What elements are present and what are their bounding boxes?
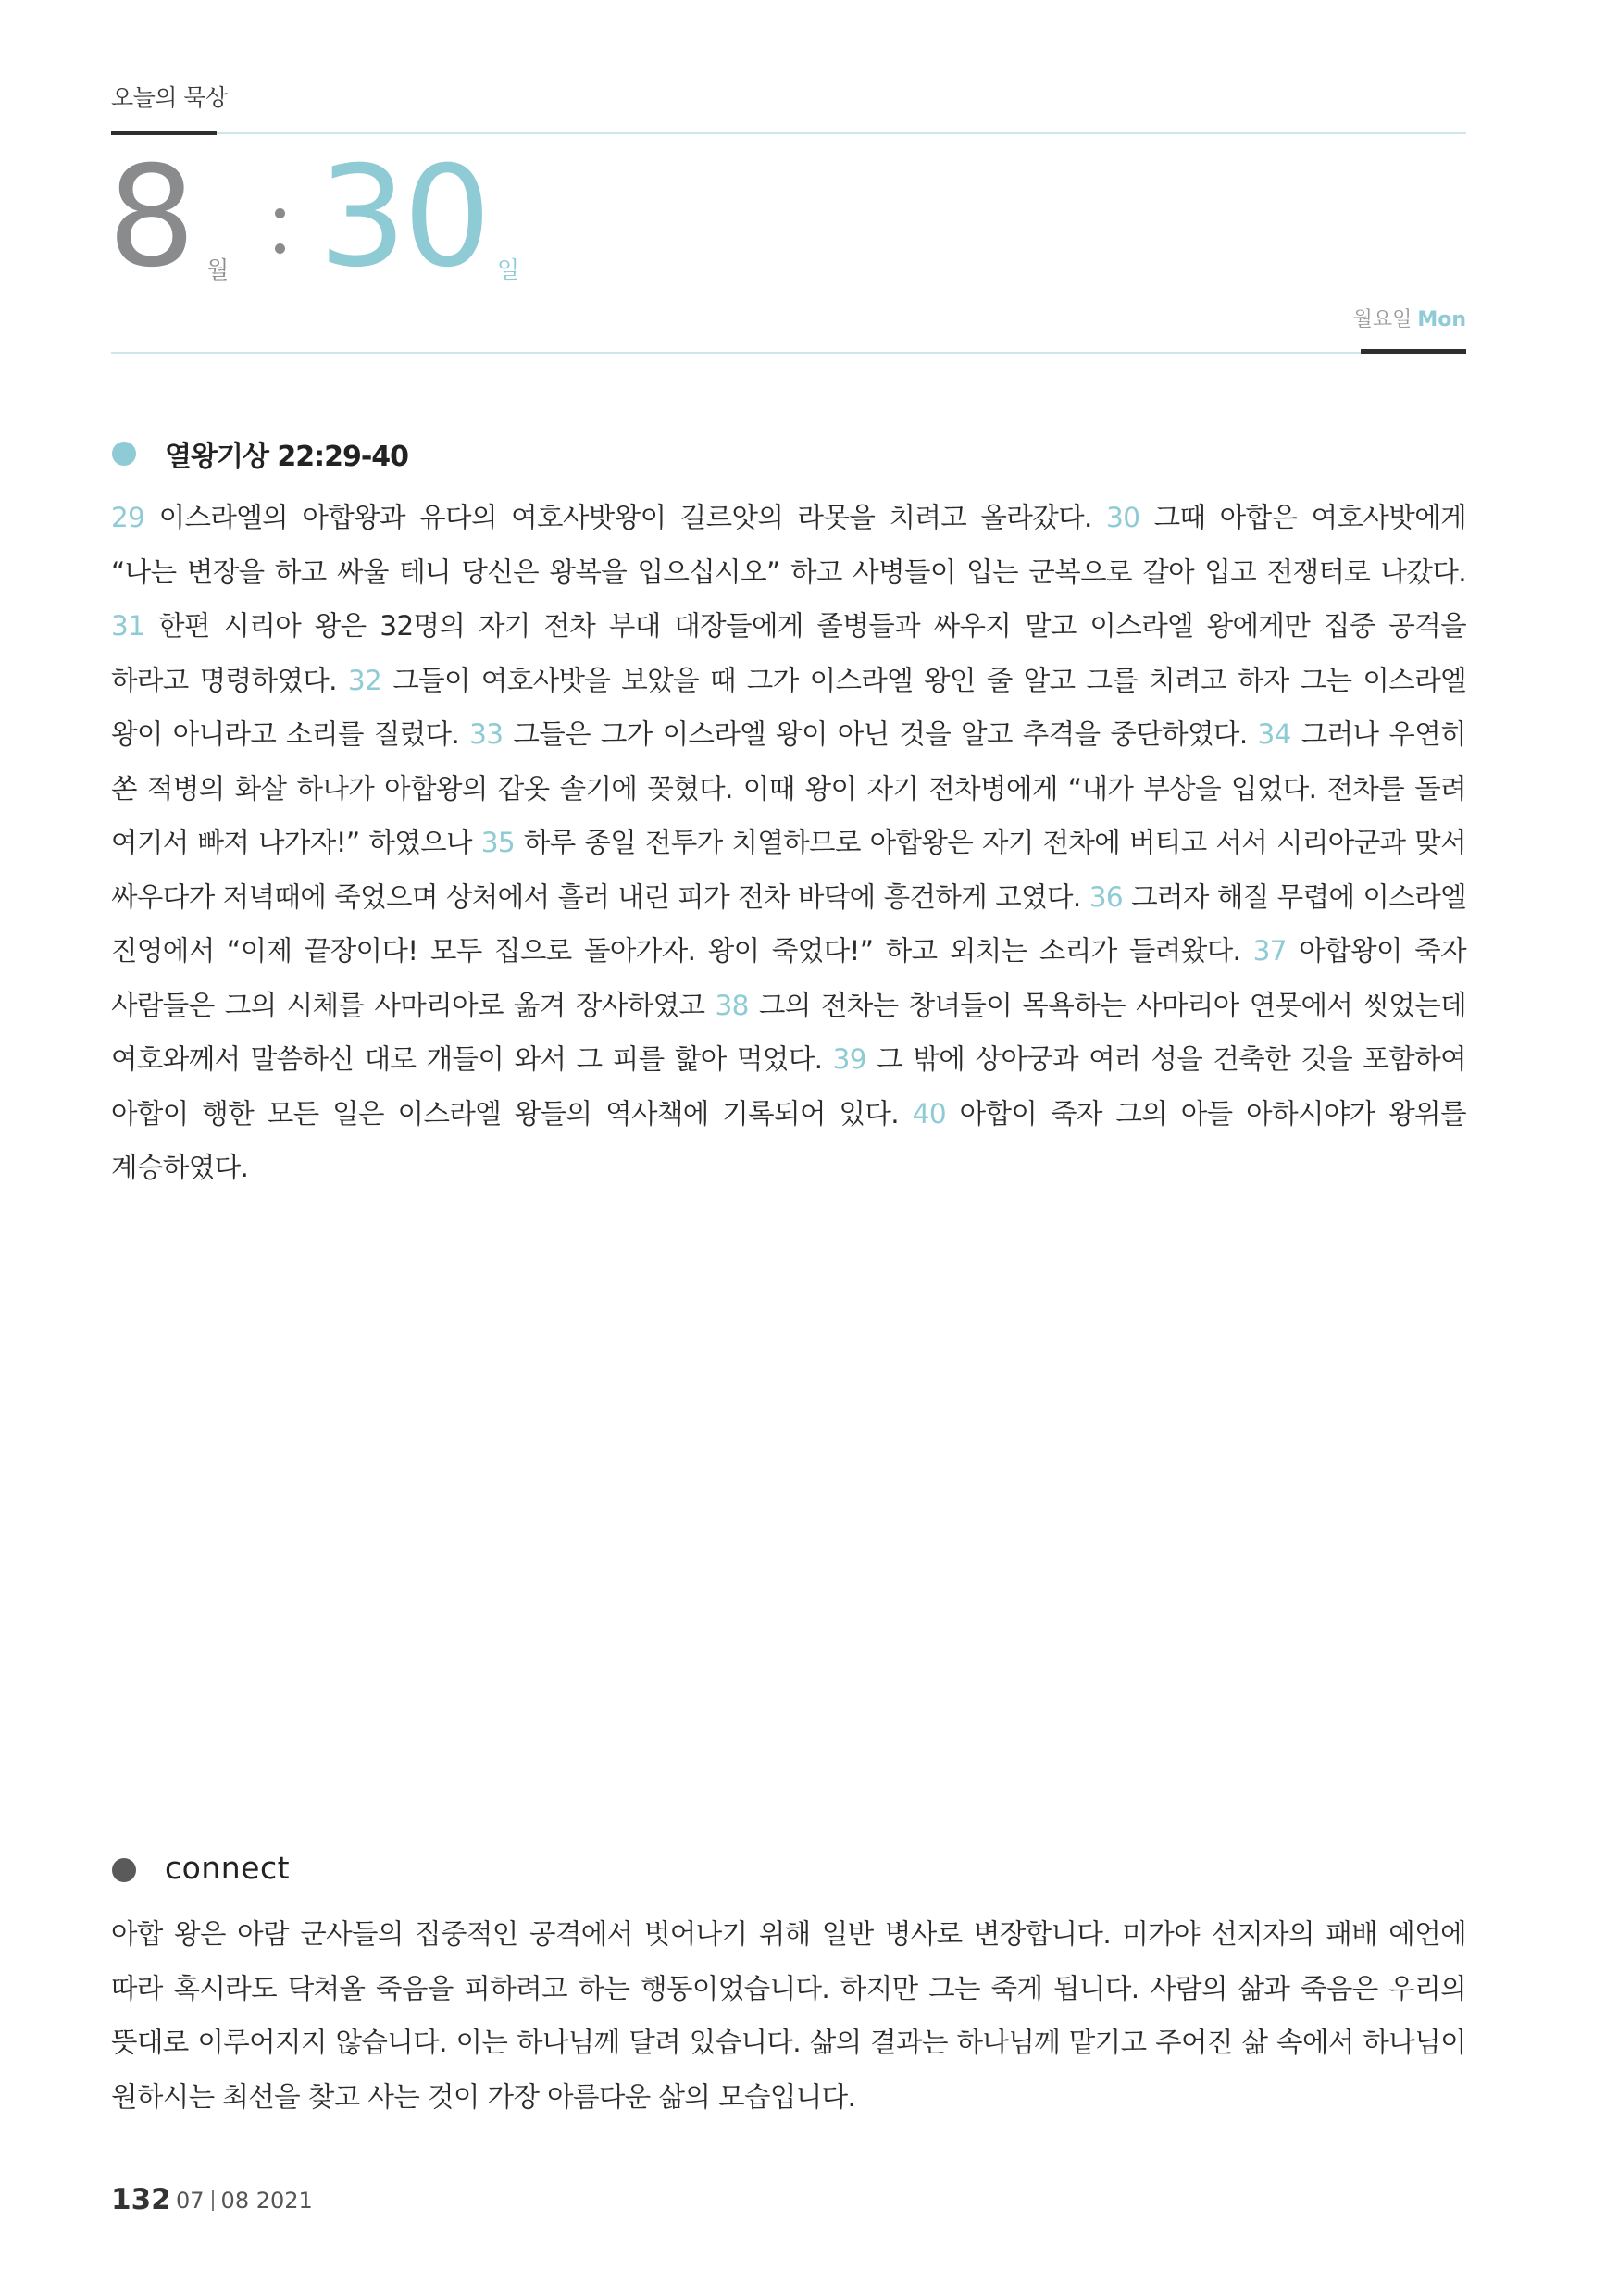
verse-text: 그러나 우연히 쏜 적병의 화살 하나가 아합왕의 갑옷 솔기에 꽂혔다. 이때 왕이 자기 전차병에게 “내가 부상을 입었다. 전차를 돌려 여기서 빠져 나가자!” 하였으나 [111, 718, 1466, 858]
top-divider [111, 132, 1466, 134]
verse-number: 33 [469, 718, 504, 750]
connect-bullet-icon [112, 1858, 136, 1882]
verse-number: 38 [715, 989, 749, 1021]
verse-number: 36 [1089, 880, 1124, 913]
verse-text: 한편 시리아 왕은 32명의 자기 전차 부대 대장들에게 졸병들과 싸우지 말고 이스라엘 왕에게만 집중 공격을 하라고 명령하였다. [111, 610, 1466, 696]
day-label: 일 [497, 256, 520, 283]
verse-number: 35 [480, 827, 516, 858]
verse-text: 아합왕이 죽자 사람들은 그의 시체를 사마리아로 옮겨 장사하였고 [111, 935, 1466, 1021]
issue-month: 07 [176, 2188, 205, 2214]
month-number: 8 [107, 137, 193, 298]
weekday-english: Mon [1417, 308, 1466, 331]
month-label: 월 [206, 256, 230, 283]
verse-text: 아합이 죽자 그의 아들 아하시야가 왕위를 계승하였다. [111, 1097, 1466, 1183]
scripture-bullet-icon [112, 442, 136, 466]
connect-heading: connect [165, 1850, 291, 1886]
scripture-reference: 열왕기상 22:29-40 [165, 441, 409, 473]
verse-number: 31 [111, 610, 145, 642]
issue-separator [212, 2190, 214, 2211]
verse-number: 30 [1106, 502, 1140, 533]
day-number: 30 [318, 137, 488, 298]
verse-text: 하루 종일 전투가 치열하므로 아합왕은 자기 전차에 버티고 서서 시리아군과 맞서 싸우다가 저녁때에 죽었으며 상처에서 흘러 내린 피가 전차 바닥에 흥건하게 고였다. [111, 827, 1466, 913]
verse-number: 39 [832, 1043, 866, 1075]
verse-text: 그의 전차는 창녀들이 목욕하는 사마리아 연못에서 씻었는데 여호와께서 말씀하신 대로 개들이 와서 그 피를 핥아 먹었다. [111, 989, 1466, 1075]
weekday-korean: 월요일 [1352, 308, 1413, 331]
colon-dot-top [275, 208, 285, 218]
verse-text: 그들이 여호사밧을 보았을 때 그가 이스라엘 왕인 줄 알고 그를 치려고 하자 그는 이스라엘 왕이 아니라고 소리를 질렀다. [111, 664, 1466, 750]
series-label: 오늘의 묵상 [111, 84, 228, 111]
verse-number: 37 [1252, 935, 1287, 967]
connect-text: 아합 왕은 아람 군사들의 집중적인 공격에서 벗어나기 위해 일반 병사로 변장합니다. 미가야 선지자의 패배 예언에 따라 혹시라도 닥쳐올 죽음을 피하려고 하는 행동이었습니다. 하지만 그는 죽게 됩니다. 사람의 삶과 죽음은 우리의 뜻대로 이루어지지 않습니다. 이는 하나님께 달려 있습니다. 삶의 결과는 하나님께 맡기고 주어진 삶 속에서 하나님이 원하시는 최선을 찾고 사는 것이 가장 아름다운 삶의 모습입니다. [111, 1918, 1466, 2113]
colon-dot-bottom [275, 243, 285, 254]
header-divider [111, 352, 1466, 354]
verse-number: 40 [912, 1097, 947, 1129]
top-divider-accent [111, 131, 217, 135]
verse-number: 32 [347, 664, 382, 696]
issue-date [176, 2188, 313, 2214]
verse-text: 그 밖에 상아궁과 여러 성을 건축한 것을 포함하여 아합이 행한 모든 일은 이스라엘 왕들의 역사책에 기록되어 있다. [111, 1043, 1466, 1129]
verse-text: 이스라엘의 아합왕과 유다의 여호사밧왕이 길르앗의 라못을 치려고 올라갔다. [144, 502, 1107, 533]
verse-text: 그러자 해질 무렵에 이스라엘 진영에서 “이제 끝장이다! 모두 집으로 돌아가자. 왕이 죽었다!” 하고 외치는 소리가 들려왔다. [111, 880, 1467, 967]
verse-text: 그때 아합은 여호사밧에게 “나는 변장을 하고 싸울 테니 당신은 왕복을 입으십시오” 하고 사병들이 입는 군복으로 갈아 입고 전쟁터로 나갔다. [111, 502, 1466, 588]
issue-day-year: 08 2021 [220, 2188, 313, 2214]
header-divider-accent [1361, 349, 1466, 354]
verse-text: 그들은 그가 이스라엘 왕이 아닌 것을 알고 추격을 중단하였다. [503, 718, 1258, 750]
page-number: 132 [111, 2183, 171, 2216]
weekday [1353, 304, 1466, 332]
verse-number: 29 [111, 502, 145, 533]
verse-number: 34 [1257, 718, 1291, 750]
scripture-text [111, 491, 1466, 1195]
